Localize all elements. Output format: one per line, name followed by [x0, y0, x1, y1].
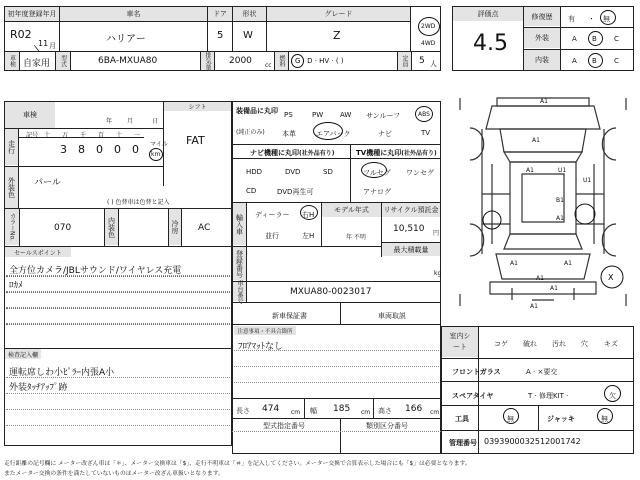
- reg-date-header: 初年度登録年月: [5, 7, 59, 21]
- equipment-label: 装備品に丸印: [236, 107, 278, 115]
- fuel-options: G · D · HV · ( ): [295, 57, 344, 65]
- capacity-value: 5: [419, 56, 425, 66]
- ext-grade-header: 外装: [524, 28, 560, 48]
- model-year-header: モデル年式: [322, 203, 381, 217]
- load-header: 最大積載量: [382, 243, 440, 256]
- fuel-header: 燃料: [275, 52, 288, 70]
- sales-line-1: 全方位カメラ/JBLサウンド/ワイヤレス充電: [9, 266, 182, 276]
- footer-line-2: またメーター交換の条件を満たしていないものはメーター改ざん車扱いとなります。: [4, 471, 224, 477]
- mileage-header: 走行: [5, 129, 18, 165]
- car-name: ハリアー: [106, 34, 146, 45]
- chassis-value: MXUA80-0023017: [290, 287, 372, 297]
- cc-unit: cc: [265, 62, 272, 69]
- seat-header: 室内シート: [442, 327, 478, 357]
- mileage-digit-header: 十: [44, 132, 51, 139]
- shift-header: シフト: [164, 102, 231, 111]
- mileage-digit: 3: [60, 143, 67, 156]
- ext-color-value: パール: [34, 178, 61, 188]
- grade-header: グレード: [267, 7, 410, 21]
- person-unit: 人: [430, 60, 437, 68]
- inspector-line-1: 運転席しわ小ﾋﾟﾗｰ内張A小: [9, 368, 115, 378]
- capacity-header: 定員: [398, 52, 411, 70]
- int-color-header: 内装色: [105, 209, 118, 245]
- color-code-header: カラーNo.: [5, 209, 19, 245]
- height-value: 166: [405, 404, 423, 414]
- mileage-digit: 0: [96, 143, 103, 156]
- usage-value: 自家用: [23, 59, 51, 69]
- grade-value: Z: [333, 29, 341, 42]
- displacement-value: 2000: [229, 56, 252, 66]
- svg-text:A1: A1: [532, 137, 540, 144]
- svg-text:A1: A1: [550, 285, 558, 292]
- drive-2wd: 2WD: [421, 23, 436, 30]
- tv-label: TV機種に丸印(社外品有り): [356, 149, 437, 157]
- mileage-digit-header: 十: [116, 132, 123, 139]
- inspector-header: 検査記入欄: [5, 349, 41, 359]
- name-header: 車名: [60, 7, 207, 21]
- import-header: 輸入車: [233, 203, 246, 245]
- svg-text:A1: A1: [510, 260, 518, 267]
- mileage-digit: 8: [78, 143, 85, 156]
- svg-text:U1: U1: [583, 177, 592, 184]
- doors-value: 5: [217, 30, 224, 41]
- footer-line-1: 走行距離の記号欄に メーター改ざん車は「＊」、メーター交換車は「$」、走行不明車は「＃」を記入してください。メーター交換で合算表示した場合にも「$」は必要となります。: [4, 461, 471, 467]
- mileage-digit-header: 一: [134, 132, 141, 139]
- svg-text:A1: A1: [540, 98, 548, 105]
- model-value: 6BA-MXUA80: [98, 56, 158, 66]
- month-unit: 月: [49, 42, 56, 50]
- recycle-value: 10,510: [393, 224, 425, 234]
- jack-header: ジャッキ: [547, 415, 575, 423]
- svg-text:A1: A1: [526, 167, 534, 174]
- repair-header: 修復歴: [524, 7, 560, 26]
- reg-month: 11: [38, 39, 49, 48]
- glass-header: フロントガラス: [452, 368, 501, 376]
- mileage-digit-header: 記号: [26, 132, 39, 139]
- sales-header: セールスポイント: [5, 247, 71, 257]
- score-value: 4.5: [473, 31, 508, 56]
- drive-4wd: 4WD: [421, 40, 436, 47]
- svg-text:A1: A1: [564, 260, 572, 267]
- notes-value: ﾌﾛｱﾏｯﾄなし: [238, 342, 284, 352]
- shape-value: W: [243, 30, 253, 41]
- int-grade-header: 内装: [524, 50, 560, 70]
- sales-line-2: ﾛｶﾒ: [9, 281, 23, 291]
- shift-value: FAT: [186, 134, 205, 147]
- spare-header: スペアタイヤ: [452, 392, 494, 400]
- width-value: 185: [333, 404, 351, 414]
- displacement-header: 排気量: [201, 52, 214, 70]
- color-code-value: 070: [54, 223, 72, 233]
- svg-text:B1: B1: [556, 197, 564, 204]
- shape-header: 形状: [233, 7, 266, 21]
- mileage-digit-header: 千: [80, 132, 87, 139]
- length-value: 474: [262, 404, 280, 414]
- color-change-note: ( ) 色替車は色替と記入: [107, 199, 170, 206]
- car-damage-diagram: [452, 84, 634, 324]
- inspection-header: 車検: [5, 102, 55, 128]
- manual-label: 車両取説: [378, 312, 406, 320]
- chassis-header: 車台番号: [233, 282, 246, 301]
- km-label: km: [151, 151, 161, 158]
- mileage-digit-header: 百: [98, 132, 105, 139]
- ext-color-header: 外装色: [5, 167, 18, 208]
- reg-year: R02: [10, 28, 32, 41]
- doors-header: ドア: [208, 7, 232, 21]
- reg-number-header: 登録番号: [233, 247, 246, 280]
- mgmt-value: 0393900032512001742: [484, 437, 581, 446]
- svg-text:A1: A1: [530, 303, 538, 310]
- equipment-sublabel: (純正のみ): [236, 129, 265, 136]
- navi-label: ナビ機種に丸印(社外品有り): [250, 149, 335, 157]
- svg-text:X: X: [608, 273, 614, 282]
- tools-header: 工具: [455, 415, 469, 423]
- mgmt-header: 管理番号: [449, 439, 477, 447]
- model-header: 型式: [56, 52, 70, 70]
- notes-header: 注意事項・不具合箇所: [234, 326, 296, 335]
- svg-text:A1: A1: [556, 215, 564, 222]
- mileage-digit-header: 万: [62, 132, 69, 139]
- mileage-digit: 0: [132, 143, 139, 156]
- inspector-line-2: 外装ﾀｯﾁｱｯﾌﾟ跡: [9, 383, 68, 393]
- ac-header: 冷房: [169, 209, 181, 245]
- ac-value: AC: [198, 223, 211, 233]
- mileage-digit: 0: [114, 143, 121, 156]
- warranty-label: 新車保証書: [272, 312, 307, 320]
- mile-label: マイル: [150, 141, 168, 148]
- score-header: 評価点: [453, 7, 523, 21]
- svg-text:A1: A1: [536, 275, 544, 282]
- usage-header: 車検: [5, 52, 19, 70]
- svg-text:U1: U1: [558, 167, 567, 174]
- recycle-header: リサイクル預託金: [382, 203, 440, 217]
